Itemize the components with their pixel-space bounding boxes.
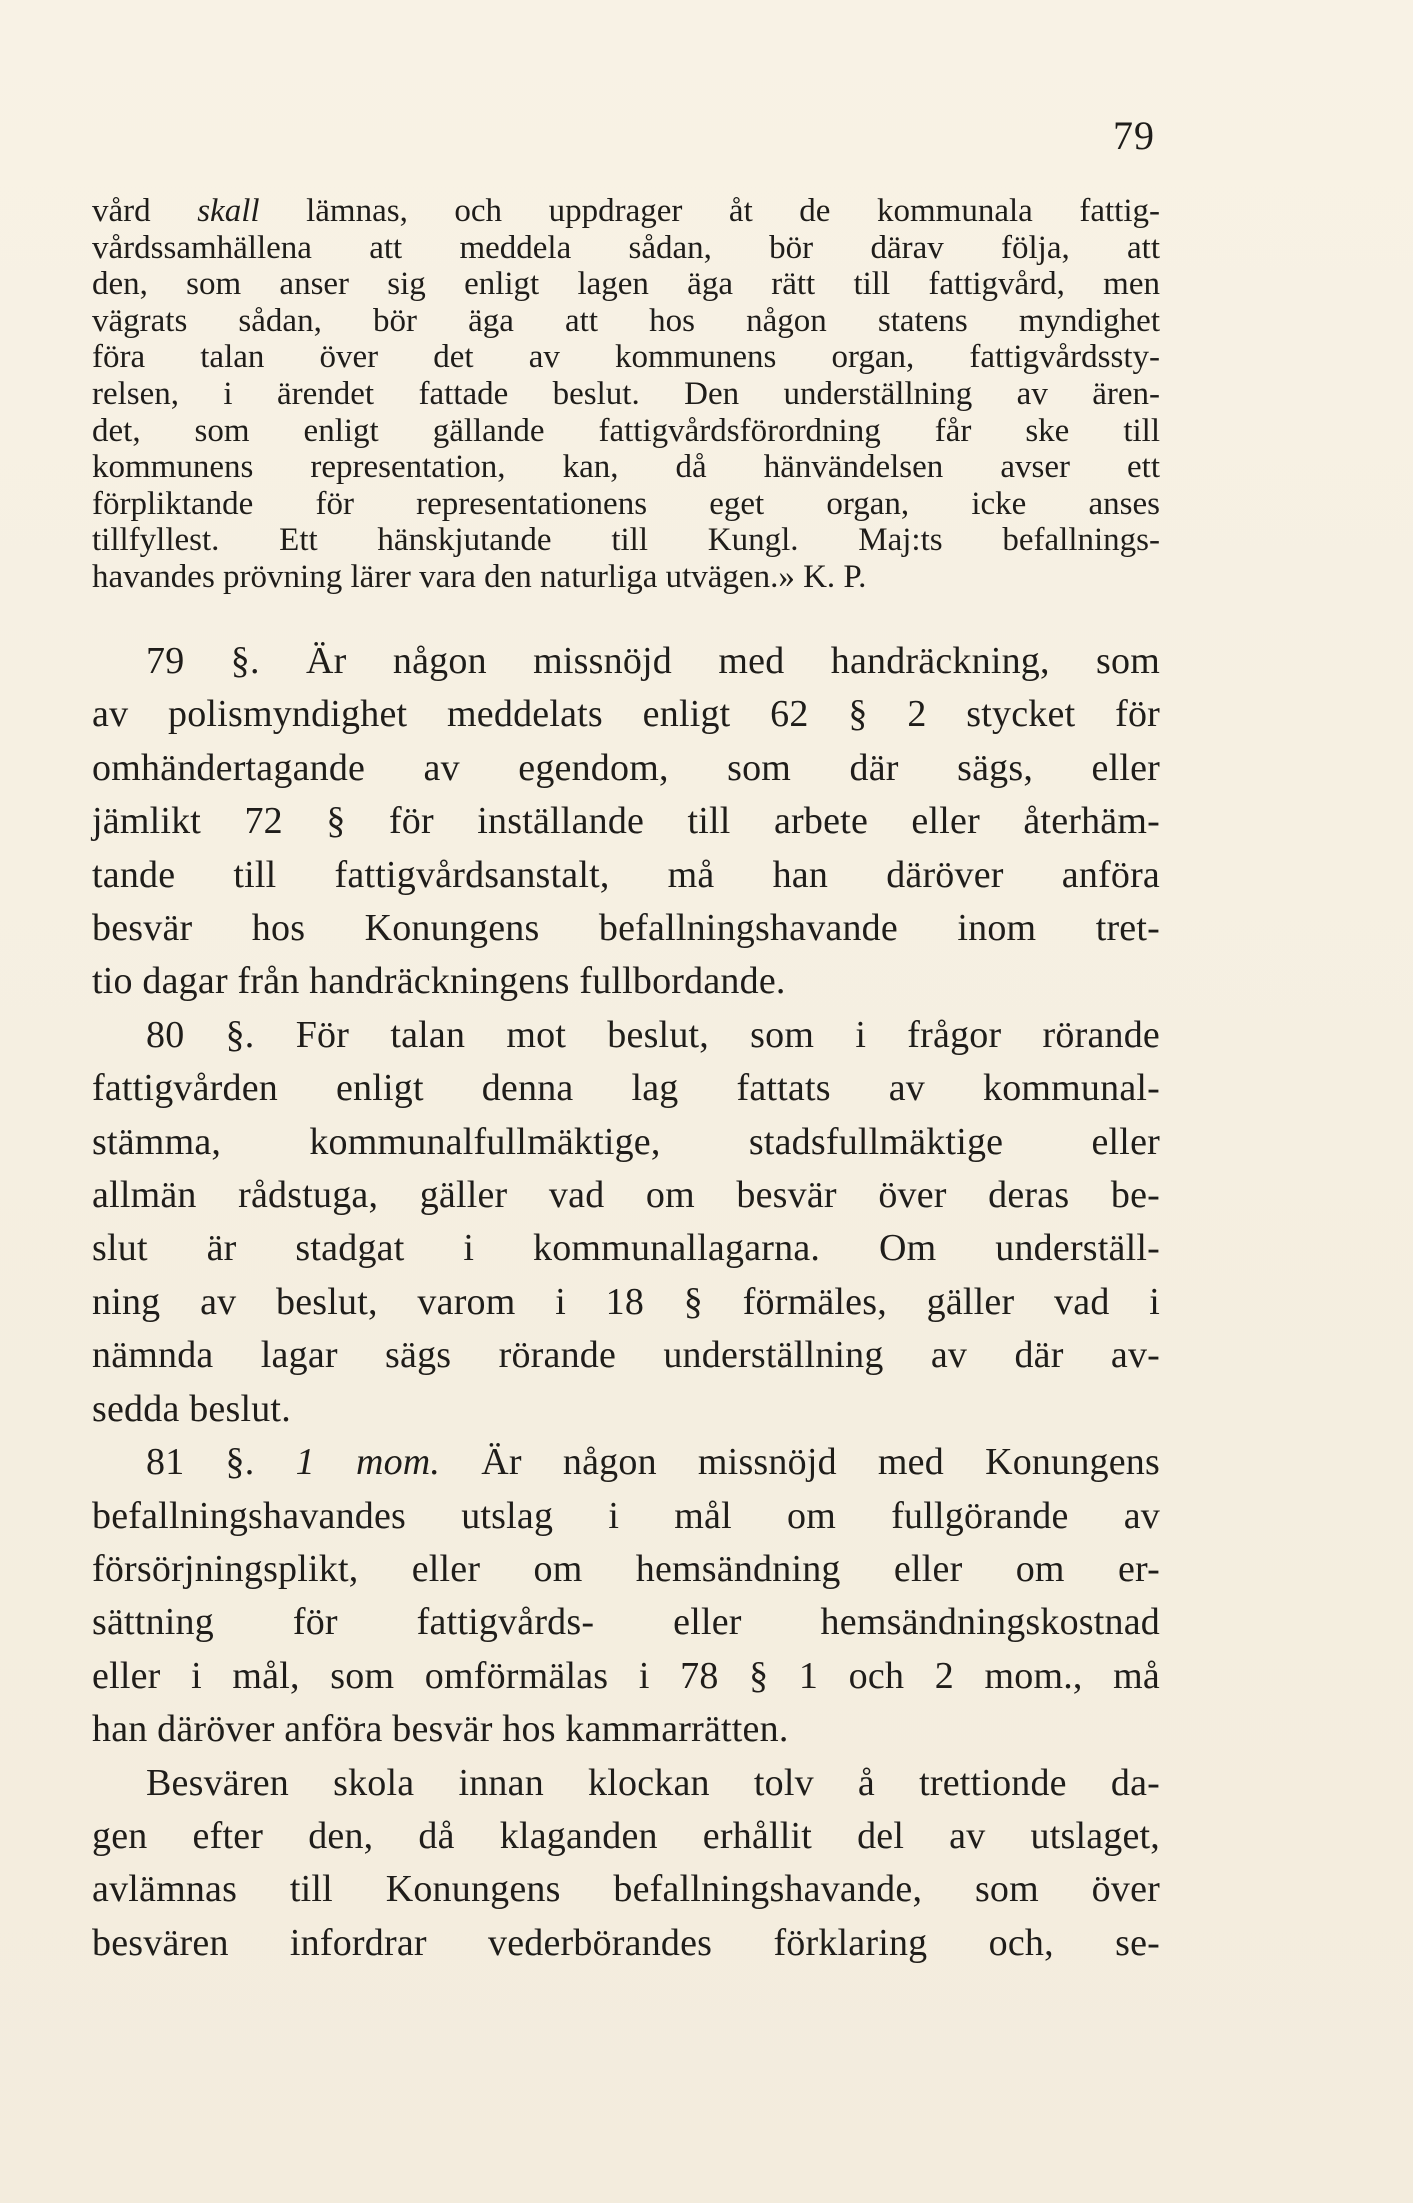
- note-line: förpliktande för representationens eget organ, icke anses: [92, 485, 1160, 522]
- text-line: försörjningsplikt, eller om hemsändning eller om er-: [92, 1547, 1160, 1590]
- paragraph-79-start: 79 §. Är någon missnöjd med handräckning, som: [146, 640, 1160, 682]
- text-line: sättning för fattigvårds- eller hemsändningskostnad: [92, 1601, 1160, 1644]
- text-line: besvär hos Konungens befallningshavande inom tret-: [92, 907, 1160, 950]
- main-text-block: [92, 635, 1160, 1970]
- note-line: havandes prövning lärer vara den naturliga utvägen.» K. P.: [92, 558, 867, 595]
- italic-emphasis: 1 mom.: [295, 1441, 441, 1484]
- text-line: sedda beslut.: [92, 1387, 291, 1430]
- note-line: vägrats sådan, bör äga att hos någon statens myndighet: [92, 302, 1160, 339]
- text-line: befallningshavandes utslag i mål om fullgörande av: [92, 1494, 1160, 1537]
- text-line: fattigvården enligt denna lag fattats av kommunal-: [92, 1067, 1160, 1110]
- italic-emphasis: skall: [197, 193, 260, 229]
- note-line: kommunens representation, kan, då hänvändelsen avser ett: [92, 449, 1160, 486]
- text-line: allmän rådstuga, gäller vad om besvär över deras be-: [92, 1174, 1160, 1217]
- text-line: eller i mål, som omförmälas i 78 § 1 och 2 mom., må: [92, 1654, 1160, 1697]
- text-line: gen efter den, då klaganden erhållit del av utslaget,: [92, 1814, 1160, 1857]
- note-line: föra talan över det av kommunens organ, fattigvårdssty-: [92, 339, 1160, 376]
- text-line: han däröver anföra besvär hos kammarrätten.: [92, 1708, 789, 1751]
- paragraph-80-start: 80 §. För talan mot beslut, som i frågor rörande: [146, 1013, 1160, 1056]
- note-line: vårdssamhällena att meddela sådan, bör därav följa, att: [92, 229, 1160, 266]
- paragraph-besvaren-start: Besvären skola innan klockan tolv å trettionde da-: [146, 1761, 1160, 1804]
- note-line: tillfyllest. Ett hänskjutande till Kungl. Maj:ts befallnings-: [92, 522, 1160, 559]
- note-line: det, som enligt gällande fattigvårdsförordning får ske till: [92, 412, 1160, 449]
- text-line: slut är stadgat i kommunallagarna. Om underställ-: [92, 1227, 1160, 1270]
- note-line: den, som anser sig enligt lagen äga rätt till fattigvård, men: [92, 266, 1160, 303]
- note-line: relsen, i ärendet fattade beslut. Den underställning av ären-: [92, 375, 1160, 412]
- text-line: avlämnas till Konungens befallningshavande, som över: [92, 1868, 1160, 1911]
- text-line: omhändertagande av egendom, som där sägs, eller: [92, 746, 1160, 789]
- text-line: av polismyndighet meddelats enligt 62 § 2 stycket för: [92, 693, 1160, 736]
- text-line: jämlikt 72 § för inställande till arbete eller återhäm-: [92, 800, 1160, 843]
- footnote-block: [92, 193, 1160, 596]
- page-number: 79: [1113, 113, 1155, 158]
- text-line: stämma, kommunalfullmäktige, stadsfullmäktige eller: [92, 1120, 1160, 1163]
- text-line: nämnda lagar sägs rörande underställning av där av-: [92, 1334, 1160, 1377]
- text-line: besvären infordrar vederbörandes förklaring och, se-: [92, 1921, 1160, 1964]
- text-line: tio dagar från handräckningens fullbordande.: [92, 960, 786, 1003]
- note-line: vård skall lämnas, och uppdrager åt de kommunala fattig-: [92, 193, 1160, 229]
- paragraph-81-start: 81 §. 1 mom. Är någon missnöjd med Konungens: [146, 1441, 1160, 1484]
- text-line: ning av beslut, varom i 18 § förmäles, gäller vad i: [92, 1280, 1160, 1323]
- text-line: tande till fattigvårdsanstalt, må han däröver anföra: [92, 853, 1160, 896]
